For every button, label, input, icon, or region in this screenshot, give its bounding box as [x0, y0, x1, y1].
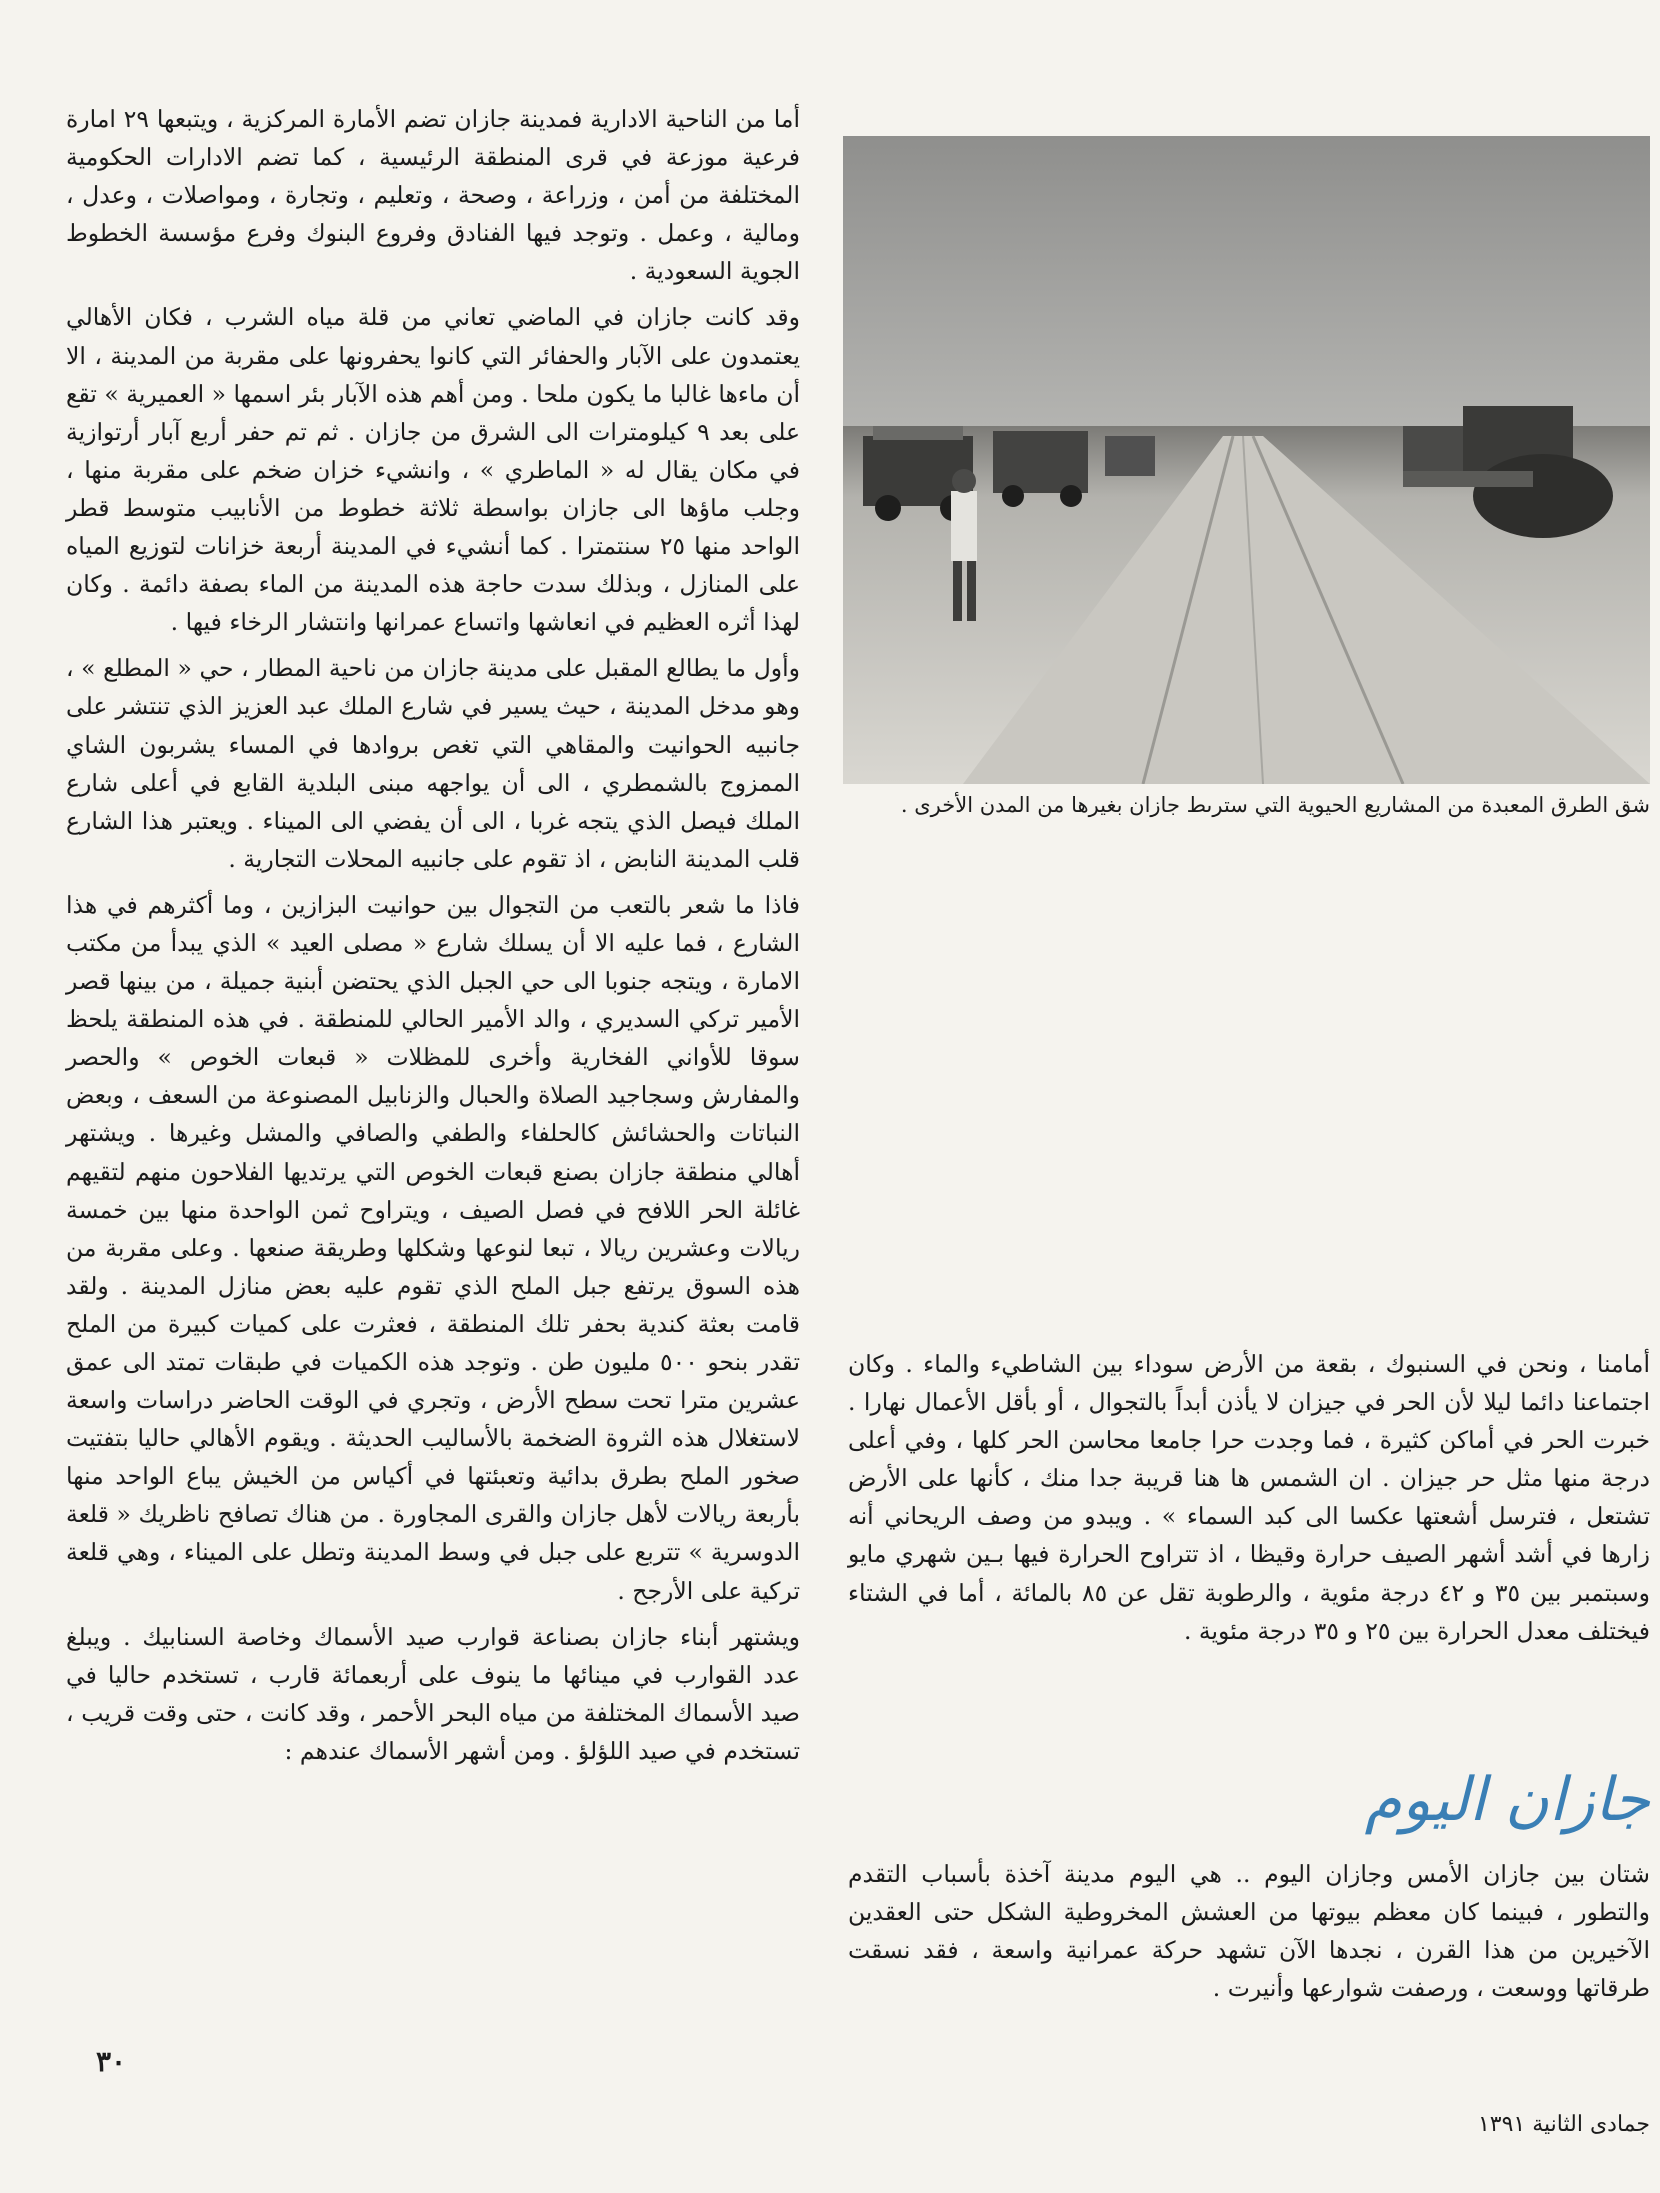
issue-date: جمادى الثانية ١٣٩١: [1477, 2112, 1650, 2137]
paragraph-markets: فاذا ما شعر بالتعب من التجوال بين حوانيت البزازين ، وما أكثرهم في هذا الشارع ، فما عليه الا أن يسلك شارع « مصلى العيد » الذي يبدأ من مكتب الامارة ، ويتجه جنوبا الى حي الجبل الذي يحتضن أبنية جميلة ، من بينها قصر الأمير تركي السديري ، والد الأمير الحالي للمنطقة . في هذه المنطقة يلحظ سوقا للأواني الفخارية وأخرى للمظلات « قبعات الخوص » والحصر والمفارش وسجاجيد الصلاة والحبال والزنابيل المصنوعة من السعف ، وبعض النباتات والحشائش كالحلفاء والطفي والصافي والمشل وغيرها . ويشتهر أهالي منطقة جازان بصنع قبعات الخوص التي يرتديها الفلاحون منهم لتقيهم غائلة الحر اللافح في فصل الصيف ، ويتراوح ثمن الواحدة منها بين خمسة ريالات وعشرين ريالا ، تبعا لنوعها وشكلها وطريقة صنعها . وعلى مقربة من هذه السوق يرتفع جبل الملح الذي تقوم عليه بعض منازل المدينة . ولقد قامت بعثة كندية بحفر تلك المنطقة ، فعثرت على كميات كبيرة من الملح تقدر بنحو ٥٠٠ مليون طن . وتوجد هذه الكميات في طبقات تمتد الى عمق عشرين مترا تحت سطح الأرض ، وتجري في الوقت الحاضر دراسات واسعة لاستغلال هذه الثروة الضخمة بالأساليب الحديثة . ويقوم الأهالي حاليا بتفتيت صخور الملح بطرق بدائية وتعبئتها في أكياس من الخيش يباع الواحد منها بأربعة ريالات لأهل جازان والقرى المجاورة . من هناك تصافح ناظريك « قلعة الدوسرية » تتربع على جبل في وسط المدينة وتطل على الميناء ، وهي قلعة تركية على الأرجح .: [66, 890, 800, 1605]
left-article-column: [66, 100, 800, 1778]
right-article-column: [848, 1345, 1650, 1658]
paragraph-entrance: وأول ما يطالع المقبل على مدينة جازان من ناحية المطار ، حي « المطلع » ، وهو مدخل المدينة ، حيث يسير في شارع الملك عبد العزيز الذي تنتشر على جانبيه الحوانيت والمقاهي التي تغص بروادها في المساء يشربون الشاي الممزوج بالشمطري ، الى أن يواجهه مبنى البلدية القابع في أعلى شارع الملك فيصل الذي يتجه غربا ، الى أن يفضي الى الميناء . ويعتبر هذا الشارع قلب المدينة النابض ، اذ تقوم على جانبيه المحلات التجارية .: [66, 654, 800, 873]
paragraph-heat: أمامنا ، ونحن في السنبوك ، بقعة من الأرض سوداء بين الشاطيء والماء . وكان اجتماعنا دائما ليلا لأن الحر في جيزان لا يأذن أبداً بالتجوال ، أو بأقل الأعمال نهارا . خبرت الحر في أماكن كثيرة ، فما وجدت حرا جامعا محاسن الحر كلها ، وفي أعلى درجة منها مثل حر جيزان . ان الشمس ها هنا قريبة جدا منك ، كأنها على الأرض تشتعل ، فترسل أشعتها عكسا الى كبد السماء » . ويبدو من وصف الريحاني أنه زارها في أشد أشهر الصيف حرارة وقيظا ، اذ تتراوح الحرارة فيها بـين شهري مايو وسبتمبر بين ٣٥ و ٤٢ درجة مئوية ، والرطوبة تقل عن ٨٥ بالمائة ، أما في الشتاء فيختلف معدل الحرارة بين ٢٥ و ٣٥ درجة مئوية .: [848, 1350, 1650, 1645]
paragraph-today: شتان بين جازان الأمس وجازان اليوم .. هي اليوم مدينة آخذة بأسباب التقدم والتطور ، فبينما كان معظم بيوتها من العشش المخروطية الشكل حتى العقدين الآخيرين من هذا القرن ، نجدها الآن تشهد حركة عمرانية واسعة ، فقد نسقت طرقاتها ووسعت ، ورصفت شوارعها وأنيرت .: [848, 1860, 1650, 2003]
paragraph-boats: ويشتهر أبناء جازان بصناعة قوارب صيد الأسماك وخاصة السنابيك . ويبلغ عدد القوارب في مينائها ما ينوف على أربعمائة قارب ، تستخدم حاليا في صيد الأسماك المختلفة من مياه البحر الأحمر ، وقد كانت ، حتى وقت قريب ، تستخدم في صيد اللؤلؤ . ومن أشهر الأسماك عندهم :: [66, 1622, 800, 1765]
section-heading-jazan-today: جازان اليوم: [1364, 1765, 1650, 1835]
jazan-today-column: [848, 1855, 1650, 2015]
photo-caption: شق الطرق المعبدة من المشاريع الحيوية التي سترىط جازان بغيرها من المدن الأخرى .: [900, 793, 1650, 817]
paragraph-administration: أما من الناحية الادارية فمدينة جازان تضم الأمارة المركزية ، ويتبعها ٢٩ امارة فرعية موزعة في قرى المنطقة الرئيسية ، كما تضم الادارات الحكومية المختلفة من أمن ، وزراعة ، وصحة ، وتعليم ، وتجارة ، ومواصلات ، وعدل ، ومالية ، وعمل . وتوجد فيها الفنادق وفروع البنوك وفرع مؤسسة الخطوط الجوية السعودية .: [66, 105, 800, 286]
page-number: ٣٠: [96, 2045, 127, 2078]
road-construction-photo: [843, 136, 1650, 784]
paragraph-water: وقد كانت جازان في الماضي تعاني من قلة مياه الشرب ، فكان الأهالي يعتمدون على الآبار والحفائر التي كانوا يحفرونها على مقربة من المدينة ، الا أن ماءها غالبا ما يكون ملحا . ومن أهم هذه الآبار بئر اسمها « العميرية » تقع على بعد ٩ كيلومترات الى الشرق من جازان . ثم تم حفر أربع آبار أرتوازية في مكان يقال له « الماطري » ، وانشيء خزان ضخم على مقربة منها ، وجلب ماؤها الى جازان بواسطة ثلاثة خطوط من الأنابيب متوسط قطر الواحد منها ٢٥ سنتمترا . كما أنشيء في المدينة أربعة خزانات لتوزيع المياه على المنازل ، وبذلك سدت حاجة هذه المدينة من الماء بصفة دائمة . وكان لهذا أثره العظيم في انعاشها واتساع عمرانها وانتشار الرخاء فيها .: [66, 303, 801, 637]
